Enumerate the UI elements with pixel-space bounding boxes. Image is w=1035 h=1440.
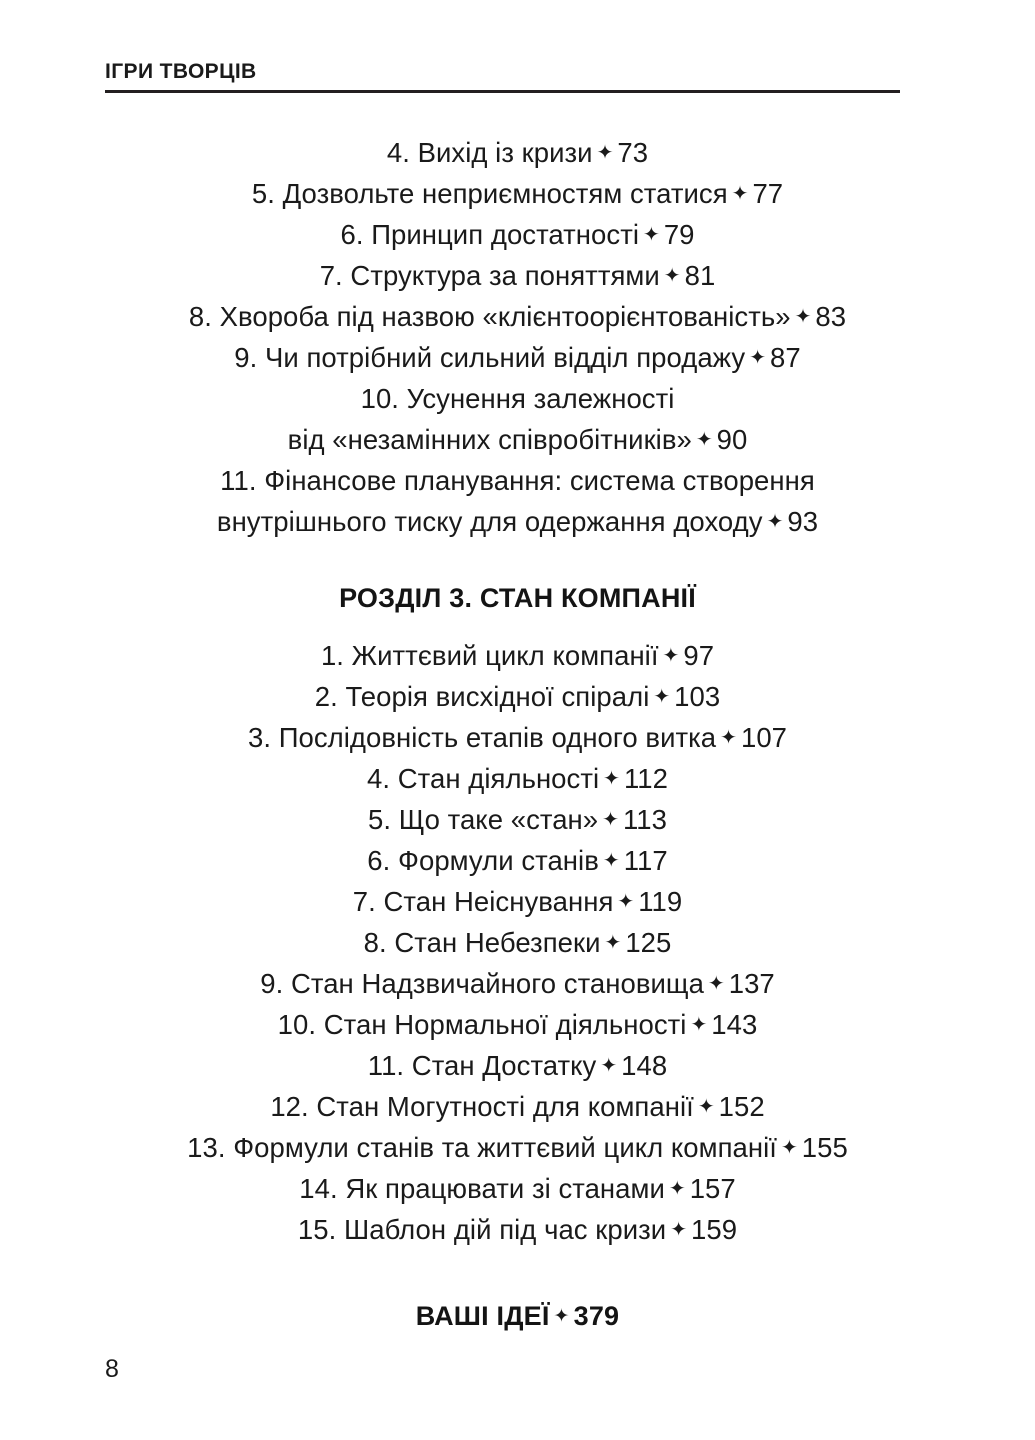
toc-entry-title: внутрішнього тиску для одержання доходу bbox=[216, 506, 763, 537]
toc-entry-title: 4. Стан діяльності bbox=[367, 763, 600, 794]
toc-entry-line bbox=[0, 1209, 1035, 1250]
toc-entry[interactable] bbox=[0, 132, 1035, 173]
running-header bbox=[105, 60, 900, 93]
diamond-bullet-icon: ✦ bbox=[602, 809, 619, 831]
toc-entry-line bbox=[0, 963, 1035, 1004]
toc-entry[interactable] bbox=[0, 922, 1035, 963]
toc-entry-page-number: 143 bbox=[711, 1009, 758, 1040]
toc-entry-line bbox=[0, 460, 1035, 501]
toc-tail-label: ВАШІ ІДЕЇ bbox=[415, 1301, 550, 1331]
toc-entry-line bbox=[0, 717, 1035, 758]
page-number: 8 bbox=[105, 1355, 119, 1383]
toc-entry-page-number: 119 bbox=[638, 886, 683, 917]
diamond-bullet-icon: ✦ bbox=[731, 183, 749, 205]
toc-entry-line bbox=[0, 173, 1035, 214]
diamond-bullet-icon: ✦ bbox=[690, 1014, 708, 1036]
toc-entry-title: 5. Що таке «стан» bbox=[368, 804, 599, 835]
toc-entry-page-number: 117 bbox=[623, 845, 668, 876]
toc-entry-line bbox=[0, 1004, 1035, 1045]
toc-entry-title: 13. Формули станів та життєвий цикл компанії bbox=[187, 1132, 777, 1163]
toc-entry[interactable] bbox=[0, 758, 1035, 799]
toc-entry-page-number: 83 bbox=[815, 301, 847, 332]
toc-entry-line bbox=[0, 758, 1035, 799]
toc-entry-page-number: 79 bbox=[663, 219, 695, 250]
toc-entry-line bbox=[0, 1086, 1035, 1127]
toc-entry-page-number: 93 bbox=[787, 506, 819, 537]
toc-entry-line bbox=[0, 419, 1035, 460]
diamond-bullet-icon: ✦ bbox=[697, 1096, 715, 1118]
diamond-bullet-icon: ✦ bbox=[600, 1055, 618, 1077]
toc-entry-title: 8. Хвороба під назвою «клієнтоорієнтованість» bbox=[188, 301, 791, 332]
diamond-bullet-icon: ✦ bbox=[602, 850, 620, 872]
toc-entry-title: 15. Шаблон дій під час кризи bbox=[297, 1214, 667, 1245]
toc-entry-line bbox=[0, 1168, 1035, 1209]
diamond-bullet-icon: ✦ bbox=[603, 768, 620, 790]
toc-entry-title: 3. Послідовність етапів одного витка bbox=[247, 722, 717, 753]
toc-entry-page-number: 97 bbox=[683, 640, 715, 671]
toc-entry[interactable] bbox=[0, 1045, 1035, 1086]
toc-entry-line bbox=[0, 378, 1035, 419]
diamond-bullet-icon: ✦ bbox=[720, 727, 737, 749]
toc-entry-title: 14. Як працювати зі станами bbox=[299, 1173, 665, 1204]
diamond-bullet-icon: ✦ bbox=[553, 1306, 570, 1327]
toc-entry-title: 8. Стан Небезпеки bbox=[363, 927, 601, 958]
diamond-bullet-icon: ✦ bbox=[604, 932, 622, 954]
diamond-bullet-icon: ✦ bbox=[695, 429, 713, 451]
toc-entry-line bbox=[0, 255, 1035, 296]
toc-entry-page-number: 125 bbox=[625, 927, 672, 958]
diamond-bullet-icon: ✦ bbox=[643, 224, 660, 246]
toc-entry-page-number: 137 bbox=[728, 968, 775, 999]
toc-entry[interactable] bbox=[0, 717, 1035, 758]
toc-entry-title: 11. Стан Достатку bbox=[367, 1050, 597, 1081]
toc-entry-line bbox=[0, 1127, 1035, 1168]
toc-entry-page-number: 148 bbox=[621, 1050, 668, 1081]
toc-entry-line bbox=[0, 676, 1035, 717]
toc-entry-page-number: 81 bbox=[684, 260, 716, 291]
toc-entry-page-number: 87 bbox=[770, 342, 801, 373]
diamond-bullet-icon: ✦ bbox=[617, 891, 635, 913]
toc-entry-title: від «незамінних співробітників» bbox=[287, 424, 692, 455]
toc-entry-line bbox=[0, 922, 1035, 963]
diamond-bullet-icon: ✦ bbox=[596, 142, 614, 164]
toc-entry[interactable] bbox=[0, 881, 1035, 922]
toc-entry[interactable] bbox=[0, 635, 1035, 676]
toc-entry-line bbox=[0, 132, 1035, 173]
toc-entry-page-number: 73 bbox=[617, 137, 649, 168]
toc-entry-title: 11. Фінансове планування: система створення bbox=[220, 465, 815, 496]
toc-group-continued bbox=[0, 132, 1035, 542]
table-of-contents bbox=[0, 132, 1035, 1337]
toc-entry-title: 7. Стан Неіснування bbox=[352, 886, 614, 917]
toc-entry-page-number: 103 bbox=[674, 681, 721, 712]
toc-entry[interactable] bbox=[0, 1086, 1035, 1127]
toc-group-section-3 bbox=[0, 635, 1035, 1250]
toc-entry-page-number: 159 bbox=[691, 1214, 738, 1245]
toc-entry-title: 12. Стан Могутності для компанії bbox=[270, 1091, 694, 1122]
running-header-title: ІГРИ ТВОРЦІВ bbox=[105, 60, 257, 83]
toc-entry-title: 7. Структура за поняттями bbox=[319, 260, 660, 291]
diamond-bullet-icon: ✦ bbox=[668, 1178, 686, 1200]
toc-entry-line bbox=[0, 881, 1035, 922]
toc-entry-title: 10. Усунення залежності bbox=[360, 383, 675, 414]
toc-entry[interactable] bbox=[0, 296, 1035, 337]
diamond-bullet-icon: ✦ bbox=[653, 686, 671, 708]
toc-entry[interactable] bbox=[0, 1168, 1035, 1209]
toc-entry[interactable] bbox=[0, 676, 1035, 717]
toc-entry[interactable] bbox=[0, 1209, 1035, 1250]
toc-entry[interactable] bbox=[0, 214, 1035, 255]
header-divider-rule bbox=[105, 90, 900, 93]
diamond-bullet-icon: ✦ bbox=[663, 265, 681, 287]
toc-entry-line bbox=[0, 635, 1035, 676]
toc-entry[interactable] bbox=[0, 255, 1035, 296]
toc-entry[interactable] bbox=[0, 1127, 1035, 1168]
toc-entry[interactable] bbox=[0, 337, 1035, 378]
toc-entry-title: 2. Теорія висхідної спіралі bbox=[314, 681, 650, 712]
toc-entry-page-number: 107 bbox=[740, 722, 788, 753]
diamond-bullet-icon: ✦ bbox=[749, 347, 767, 369]
toc-entry[interactable] bbox=[0, 840, 1035, 881]
toc-entry-your-ideas[interactable] bbox=[0, 1296, 1035, 1337]
toc-entry[interactable] bbox=[0, 963, 1035, 1004]
diamond-bullet-icon: ✦ bbox=[780, 1137, 798, 1159]
toc-entry-title: 6. Формули станів bbox=[367, 845, 599, 876]
diamond-bullet-icon: ✦ bbox=[766, 511, 784, 533]
diamond-bullet-icon: ✦ bbox=[670, 1219, 688, 1241]
toc-entry-line bbox=[0, 214, 1035, 255]
toc-entry-page-number: 155 bbox=[801, 1132, 848, 1163]
toc-entry-page-number: 152 bbox=[718, 1091, 765, 1122]
toc-entry-title: 4. Вихід із кризи bbox=[386, 137, 593, 168]
toc-entry-line bbox=[0, 501, 1035, 542]
toc-entry-title: 6. Принцип достатності bbox=[340, 219, 639, 250]
toc-entry-title: 1. Життєвий цикл компанії bbox=[320, 640, 659, 671]
toc-entry-line bbox=[0, 296, 1035, 337]
diamond-bullet-icon: ✦ bbox=[662, 645, 680, 667]
toc-entry[interactable] bbox=[0, 799, 1035, 840]
toc-entry-page-number: 113 bbox=[622, 804, 667, 835]
toc-entry-line bbox=[0, 840, 1035, 881]
toc-entry[interactable] bbox=[0, 173, 1035, 214]
diamond-bullet-icon: ✦ bbox=[794, 306, 812, 328]
diamond-bullet-icon: ✦ bbox=[707, 973, 725, 995]
toc-entry-title: 10. Стан Нормальної діяльності bbox=[277, 1009, 687, 1040]
toc-entry-line bbox=[0, 1045, 1035, 1086]
toc-entry-line bbox=[0, 337, 1035, 378]
toc-entry-page-number: 112 bbox=[623, 763, 668, 794]
toc-entry-line bbox=[0, 799, 1035, 840]
toc-entry-page-number: 90 bbox=[716, 424, 748, 455]
toc-entry-page-number: 77 bbox=[752, 178, 784, 209]
toc-entry-title: 9. Стан Надзвичайного становища bbox=[260, 968, 704, 999]
toc-entry-page-number: 157 bbox=[689, 1173, 736, 1204]
toc-section-heading: РОЗДІЛ 3. СТАН КОМПАНІЇ bbox=[339, 583, 696, 613]
toc-tail-page-number: 379 bbox=[573, 1301, 620, 1331]
toc-entry[interactable] bbox=[0, 460, 1035, 542]
toc-entry[interactable] bbox=[0, 378, 1035, 460]
toc-entry-title: 5. Дозвольте неприємностям статися bbox=[251, 178, 728, 209]
toc-entry-title: 9. Чи потрібний сильний відділ продажу bbox=[234, 342, 746, 373]
toc-entry[interactable] bbox=[0, 1004, 1035, 1045]
